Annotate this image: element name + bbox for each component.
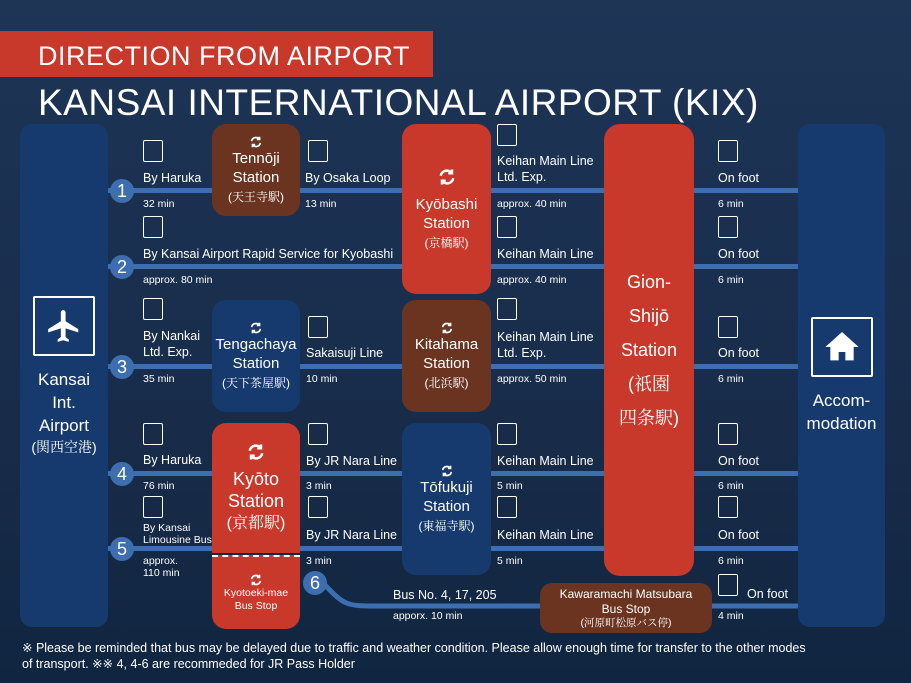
station-name: Station bbox=[423, 498, 470, 515]
bus-icon bbox=[143, 496, 163, 518]
bus-stop-kyotoeki-mae bbox=[212, 555, 300, 629]
walking-icon bbox=[718, 216, 738, 238]
route-3-leg-3-time: approx. 50 min bbox=[497, 373, 567, 385]
stop-name: Kawaramachi Matsubara bbox=[559, 586, 693, 601]
destination-name-1: Accom- bbox=[812, 390, 871, 410]
house-icon bbox=[811, 317, 873, 377]
route-5-leg-4: On foot bbox=[718, 528, 759, 542]
route-1-leg-4-time: 6 min bbox=[718, 198, 744, 210]
station-kyobashi bbox=[402, 124, 491, 294]
origin-name-2: Int. bbox=[52, 393, 76, 412]
station-jp: (天下茶屋駅) bbox=[222, 376, 290, 390]
route-4-leg-4-time: 6 min bbox=[718, 480, 744, 492]
route-1-leg-2-time: 13 min bbox=[305, 198, 337, 210]
origin-name-1: Kansai bbox=[38, 370, 90, 389]
transfer-icon bbox=[246, 442, 266, 462]
station-name: Gion- bbox=[626, 272, 671, 292]
transfer-icon bbox=[437, 167, 457, 187]
route-4-leg-2: By JR Nara Line bbox=[306, 454, 398, 468]
station-kyoto bbox=[212, 423, 300, 553]
train-icon bbox=[497, 423, 517, 445]
station-jp: (天王寺駅) bbox=[228, 190, 284, 204]
route-number-4: 4 bbox=[110, 462, 134, 486]
route-5-leg-2-time: 3 min bbox=[306, 555, 332, 567]
route-number-1: 1 bbox=[110, 179, 134, 203]
route-2-leg-4-time: 6 min bbox=[718, 274, 744, 286]
bus-stop-kawaramachi bbox=[540, 583, 712, 633]
train-icon bbox=[143, 140, 163, 162]
footnote-1: ※ Please be reminded that bus may be delayed due to traffic and weather condition. Please allow enough time for transfer to the other modes bbox=[22, 641, 806, 655]
train-icon bbox=[497, 124, 517, 146]
route-5-leg-4-time: 6 min bbox=[718, 555, 744, 567]
route-2-leg-3: Keihan Main Line bbox=[497, 247, 594, 261]
station-name: Station bbox=[423, 215, 470, 232]
route-1-leg-3-sub: Ltd. Exp. bbox=[497, 170, 547, 184]
route-3-leg-3-sub: Ltd. Exp. bbox=[497, 346, 547, 360]
stop-jp: (河原町松原バス停) bbox=[580, 616, 672, 629]
walking-icon bbox=[718, 316, 738, 338]
route-5-leg-3: Keihan Main Line bbox=[497, 528, 594, 542]
route-1-leg-2: By Osaka Loop bbox=[305, 171, 391, 185]
route-5-leg-1-time-sub: 110 min bbox=[143, 567, 180, 579]
destination-name-2: modation bbox=[806, 413, 877, 433]
station-gion-shijo bbox=[604, 124, 694, 576]
route-5-leg-3-time: 5 min bbox=[497, 555, 523, 567]
station-jp: (東福寺駅) bbox=[418, 519, 475, 533]
train-icon bbox=[143, 298, 163, 320]
walking-icon bbox=[718, 140, 738, 162]
route-1-leg-1-time: 32 min bbox=[143, 198, 175, 210]
route-3-leg-1-time: 35 min bbox=[143, 373, 175, 385]
route-2-leg-1: By Kansai Airport Rapid Service for Kyobashi bbox=[143, 247, 394, 261]
train-icon bbox=[497, 298, 517, 320]
station-kitahama bbox=[402, 300, 491, 412]
route-3-leg-2: Sakaisuji Line bbox=[306, 346, 384, 360]
origin-airport bbox=[20, 124, 108, 627]
origin-name-3: Airport bbox=[38, 416, 90, 435]
route-5-leg-1-time: approx. bbox=[143, 555, 179, 567]
station-tengachaya bbox=[212, 300, 300, 412]
destination-accommodation bbox=[798, 124, 885, 627]
station-tennoji bbox=[212, 124, 300, 216]
station-name: Station bbox=[227, 491, 285, 511]
route-5-leg-1-sub: Limousine Bus bbox=[143, 534, 212, 546]
stop-name: Kyotoeki-mae bbox=[223, 587, 289, 599]
train-icon bbox=[143, 216, 163, 238]
route-5-leg-2: By JR Nara Line bbox=[306, 528, 398, 542]
station-name: Kyōbashi bbox=[415, 196, 478, 213]
route-2-leg-4: On foot bbox=[718, 247, 759, 261]
route-6-leg-2-time: apporx. 10 min bbox=[393, 610, 463, 622]
stop-name: Bus Stop bbox=[234, 600, 278, 612]
route-3-leg-1: By Nankai bbox=[143, 329, 200, 343]
transfer-icon bbox=[249, 135, 263, 149]
station-name: Tengachaya bbox=[215, 336, 297, 353]
route-1-leg-3-time: approx. 40 min bbox=[497, 198, 567, 210]
walking-icon bbox=[718, 574, 738, 596]
route-6-leg-2: Bus No. 4, 17, 205 bbox=[393, 588, 497, 602]
route-4-leg-2-time: 3 min bbox=[306, 480, 332, 492]
route-3-leg-1-sub: Ltd. Exp. bbox=[143, 345, 193, 359]
route-number-5: 5 bbox=[110, 537, 134, 561]
train-icon bbox=[308, 316, 328, 338]
walking-icon bbox=[718, 423, 738, 445]
train-icon bbox=[308, 496, 328, 518]
station-name: Tōfukuji bbox=[420, 479, 473, 496]
station-name: Kitahama bbox=[414, 336, 479, 353]
route-4-leg-1: By Haruka bbox=[143, 453, 202, 467]
route-4-leg-3: Keihan Main Line bbox=[497, 454, 594, 468]
station-name: Station bbox=[232, 355, 280, 372]
route-4-leg-3-time: 5 min bbox=[497, 480, 523, 492]
train-icon bbox=[308, 140, 328, 162]
stop-name: Bus Stop bbox=[601, 601, 651, 616]
route-6-leg-4: On foot bbox=[747, 587, 788, 601]
station-name: Station bbox=[423, 355, 470, 372]
route-number-3: 3 bbox=[110, 355, 134, 379]
transfer-icon bbox=[440, 464, 454, 478]
station-jp: (京橋駅) bbox=[424, 236, 469, 250]
route-number-6: 6 bbox=[303, 571, 327, 595]
page-title: KANSAI INTERNATIONAL AIRPORT (KIX) bbox=[38, 82, 759, 123]
station-jp: 四条駅) bbox=[619, 408, 679, 428]
transfer-icon bbox=[249, 321, 263, 335]
train-icon bbox=[497, 496, 517, 518]
station-name: Shijō bbox=[628, 306, 670, 326]
route-2-leg-1-time: approx. 80 min bbox=[143, 274, 213, 286]
airplane-icon bbox=[33, 296, 95, 356]
station-tofukuji bbox=[402, 423, 491, 575]
train-icon bbox=[308, 423, 328, 445]
footnote-2: of transport. ※※ 4, 4-6 are recommeded for JR Pass Holder bbox=[22, 657, 355, 671]
station-name: Station bbox=[232, 169, 280, 186]
route-1-leg-1: By Haruka bbox=[143, 171, 202, 185]
route-number-2: 2 bbox=[110, 255, 134, 279]
station-jp: (京都駅) bbox=[226, 515, 286, 532]
route-4-leg-1-time: 76 min bbox=[143, 480, 175, 492]
route-2-leg-3-time: approx. 40 min bbox=[497, 274, 567, 286]
banner-text: DIRECTION FROM AIRPORT bbox=[38, 41, 411, 71]
station-name: Kyōto bbox=[232, 469, 280, 489]
route-6-leg-4-time: 4 min bbox=[718, 610, 744, 622]
transfer-icon bbox=[249, 573, 263, 587]
station-jp: (祇園 bbox=[628, 374, 670, 394]
origin-jp: (関西空港) bbox=[31, 439, 97, 455]
route-3-leg-3: Keihan Main Line bbox=[497, 330, 594, 344]
station-name: Tennōji bbox=[232, 150, 280, 167]
route-3-leg-4: On foot bbox=[718, 346, 759, 360]
transfer-icon bbox=[440, 321, 454, 335]
train-icon bbox=[497, 216, 517, 238]
route-3-leg-4-time: 6 min bbox=[718, 373, 744, 385]
route-5-leg-1: By Kansai bbox=[143, 522, 191, 534]
route-3-leg-2-time: 10 min bbox=[306, 373, 338, 385]
route-4-leg-4: On foot bbox=[718, 454, 759, 468]
train-icon bbox=[143, 423, 163, 445]
walking-icon bbox=[718, 496, 738, 518]
route-1-leg-3: Keihan Main Line bbox=[497, 154, 594, 168]
station-name: Station bbox=[620, 340, 678, 360]
route-1-leg-4: On foot bbox=[718, 171, 759, 185]
station-jp: (北浜駅) bbox=[424, 376, 469, 390]
